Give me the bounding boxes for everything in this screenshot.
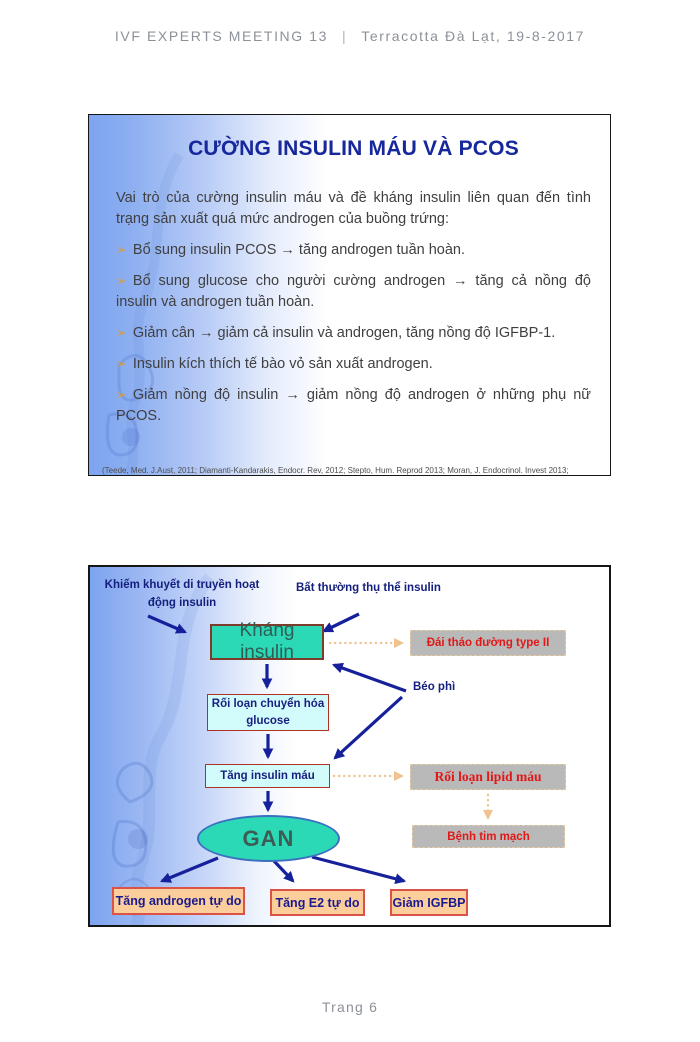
slide1-citation: (Teede, Med. J.Aust, 2011; Diamanti-Kandarakis, Endocr. Rev, 2012; Stepto, Hum. Reprod 2013; Moran, J. Endocrinol. Invest 2013; bbox=[102, 466, 569, 475]
node-glucose-metabolism-disorder: Rối loạn chuyển hóa glucose bbox=[207, 694, 329, 731]
bullet-marker-icon: ➢ bbox=[116, 356, 127, 371]
bullet-text: Giảm nồng độ insulin → giảm nồng độ androgen ở những phụ nữ PCOS. bbox=[116, 387, 591, 424]
bullet-text: Giảm cân → giảm cả insulin và androgen, tăng nồng độ IGFBP-1. bbox=[132, 325, 556, 341]
label-receptor-abnormality: Bất thường thụ thể insulin bbox=[296, 582, 441, 594]
page-footer bbox=[0, 999, 700, 1015]
label-genetic-defect: Khiếm khuyết di truyền hoạt động insulin bbox=[104, 579, 260, 610]
bullet-item bbox=[116, 322, 591, 344]
diagram-arrows bbox=[90, 567, 611, 927]
page-header bbox=[0, 28, 700, 44]
bullet-text: Bổ sung glucose cho người cường androgen → tăng cả nồng độ insulin và androgen tuần hoàn. bbox=[116, 273, 591, 310]
header-venue-date: Terracotta Đà Lạt, 19-8-2017 bbox=[361, 28, 586, 44]
node-decreased-igfbp: Giảm IGFBP bbox=[390, 889, 468, 916]
bullet-marker-icon: ➢ bbox=[116, 273, 127, 288]
bullet-item bbox=[116, 239, 591, 261]
slide1-content bbox=[89, 137, 610, 476]
slide1-title: CƯỜNG INSULIN MÁU VÀ PCOS bbox=[188, 137, 519, 160]
header-separator: | bbox=[342, 28, 348, 44]
bullet-text: Bổ sung insulin PCOS → tăng androgen tuần hoàn. bbox=[132, 242, 466, 258]
label-obesity: Béo phì bbox=[413, 681, 456, 693]
node-dyslipidemia: Rối loạn lipid máu bbox=[410, 764, 566, 790]
bullet-marker-icon: ➢ bbox=[116, 387, 127, 402]
node-liver-gan: GAN bbox=[197, 815, 340, 862]
node-type2-diabetes: Đái tháo đường type II bbox=[410, 630, 566, 656]
node-increased-free-androgen: Tăng androgen tự do bbox=[112, 887, 245, 915]
node-cardiovascular-disease: Bệnh tim mạch bbox=[412, 825, 565, 848]
slide1-intro: Vai trò của cường insulin máu và đề kháng insulin liên quan đến tình trạng sản xuất quá mức androgen của buồng trứng: bbox=[116, 190, 591, 227]
bullet-item bbox=[116, 384, 591, 427]
bullet-marker-icon: ➢ bbox=[116, 242, 127, 257]
bullet-marker-icon: ➢ bbox=[116, 325, 127, 340]
bullet-item bbox=[116, 353, 591, 375]
node-increased-free-e2: Tăng E2 tự do bbox=[270, 889, 365, 916]
bullet-item bbox=[116, 270, 591, 313]
slide-insulin-resistance-diagram bbox=[88, 565, 611, 927]
page-number: Trang 6 bbox=[321, 999, 379, 1015]
header-event-title: IVF EXPERTS MEETING 13 bbox=[114, 28, 329, 44]
slide-hyperinsulinemia-pcos bbox=[88, 114, 611, 476]
node-insulin-resistance: Kháng insulin bbox=[210, 624, 324, 660]
bullet-text: Insulin kích thích tế bào vỏ sản xuất androgen. bbox=[132, 356, 433, 372]
node-hyperinsulinemia: Tăng insulin máu bbox=[205, 764, 330, 788]
